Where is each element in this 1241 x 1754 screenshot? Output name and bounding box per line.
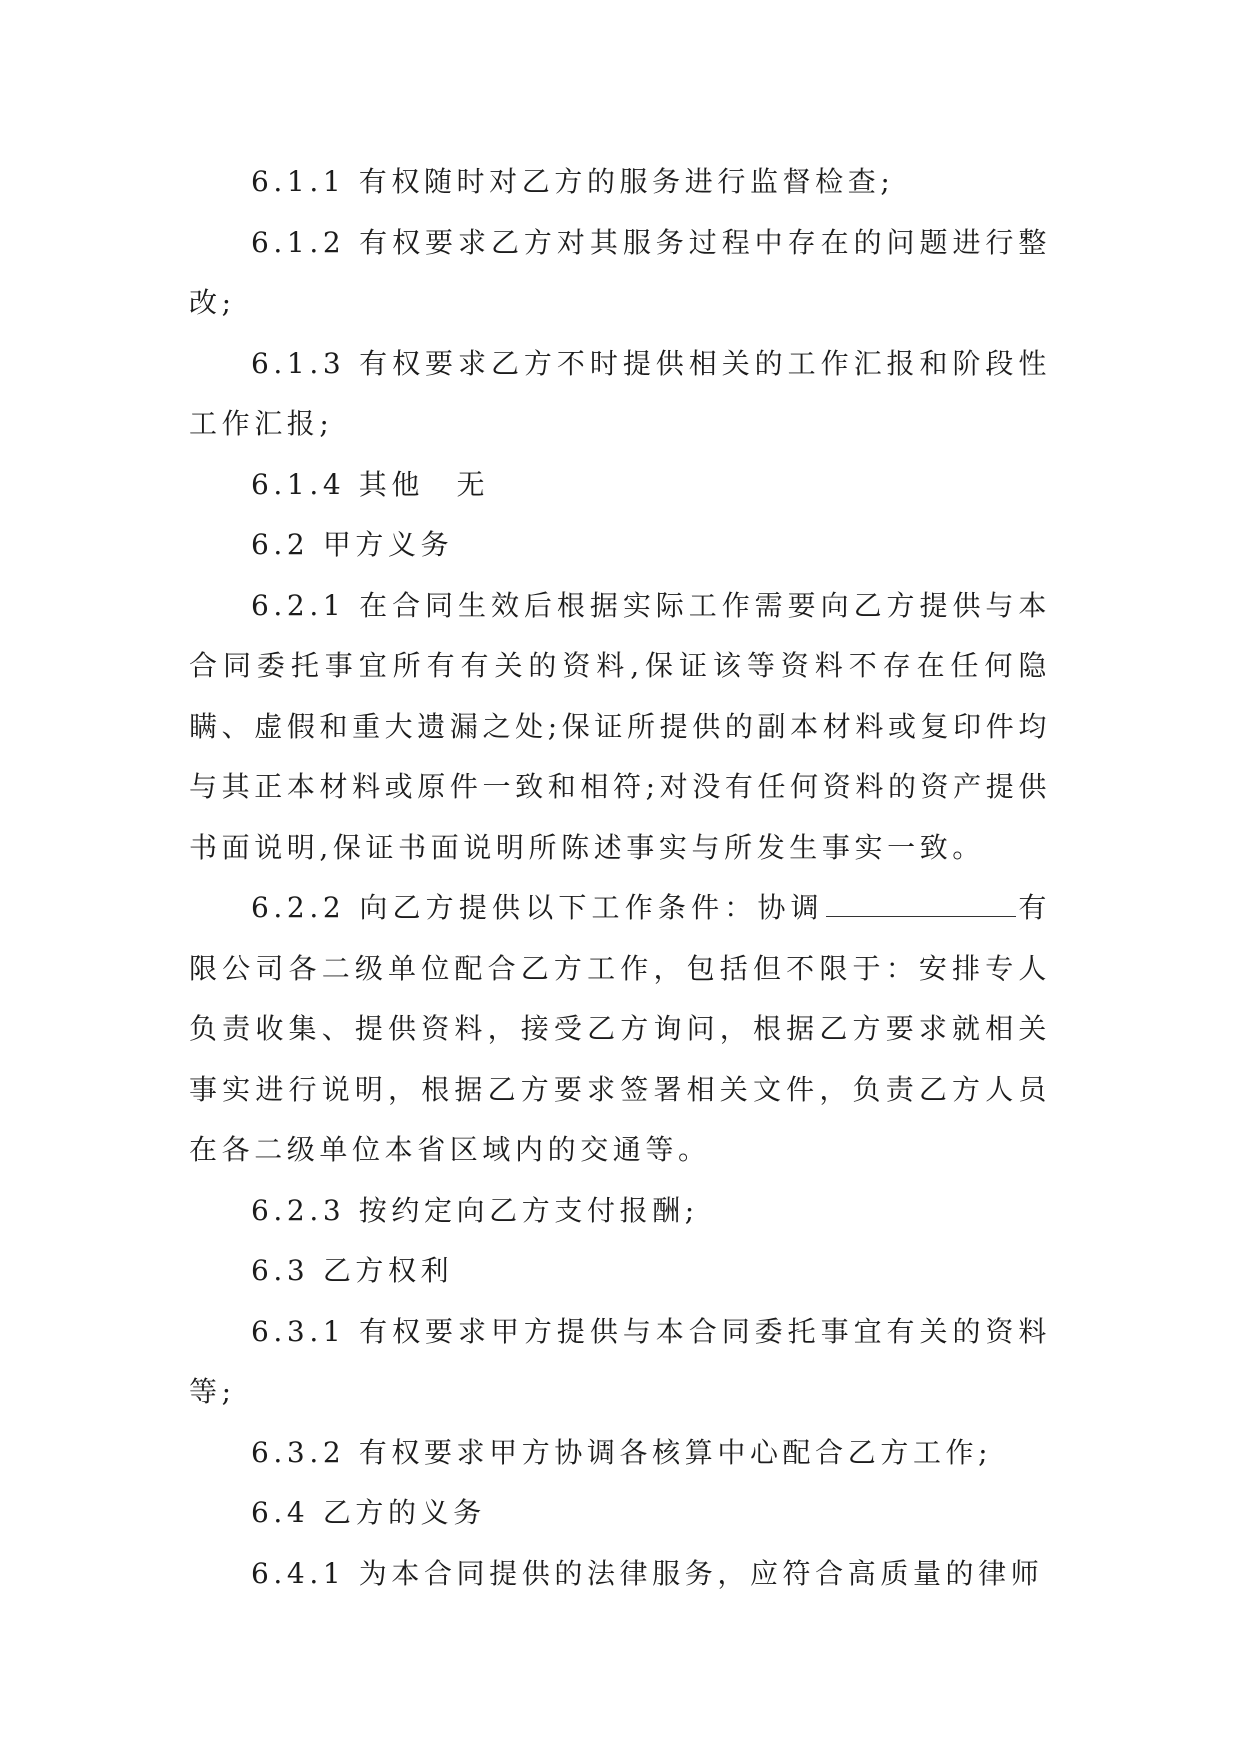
- clause-6-1-4: 6.1.4 其他 无: [251, 467, 490, 501]
- clause-6-3-1: 6.3.1 有权要求甲方提供与本合同委托事宜有关的资料等;: [189, 1314, 1051, 1408]
- fill-in-blank-line: [826, 890, 1016, 917]
- clause-6-4-1: 6.4.1 为本合同提供的法律服务，应符合高质量的律师: [251, 1556, 1044, 1590]
- document-body: [189, 152, 1051, 1604]
- clause-6-2-3: 6.2.3 按约定向乙方支付报酬;: [251, 1193, 699, 1227]
- clause-6-3-2: 6.3.2 有权要求甲方协调各核算中心配合乙方工作;: [251, 1435, 993, 1469]
- section-heading-6-4: 6.4 乙方的义务: [251, 1496, 486, 1529]
- section-heading-6-2: 6.2 甲方义务: [251, 528, 454, 561]
- clause-6-2-2: [189, 878, 1051, 1181]
- section-heading-6-3: 6.3 乙方权利: [251, 1254, 454, 1287]
- clause-6-2-2-text-after: 有限公司各二级单位配合乙方工作，包括但不限于：安排专人负责收集、提供资料，接受乙方询问，根据乙方要求就相关事实进行说明，根据乙方要求签署相关文件，负责乙方人员在各二级单位本省区域内的交通等。: [189, 891, 1051, 1166]
- clause-6-2-2-text-before: 6.2.2 向乙方提供以下工作条件：协调: [251, 891, 824, 924]
- clause-6-1-2: 6.1.2 有权要求乙方对其服务过程中存在的问题进行整改;: [189, 225, 1051, 319]
- clause-6-1-1: 6.1.1 有权随时对乙方的服务进行监督检查;: [251, 165, 895, 198]
- clause-6-1-3: 6.1.3 有权要求乙方不时提供相关的工作汇报和阶段性工作汇报;: [189, 346, 1051, 440]
- clause-6-2-1: 6.2.1 在合同生效后根据实际工作需要向乙方提供与本合同委托事宜所有有关的资料,保证该等资料不存在任何隐瞒、虚假和重大遗漏之处;保证所提供的副本材料或复印件均与其正本材料或原件一致和相符;对没有任何资料的资产提供书面说明,保证书面说明所陈述事实与所发生事实一致。: [189, 588, 1051, 864]
